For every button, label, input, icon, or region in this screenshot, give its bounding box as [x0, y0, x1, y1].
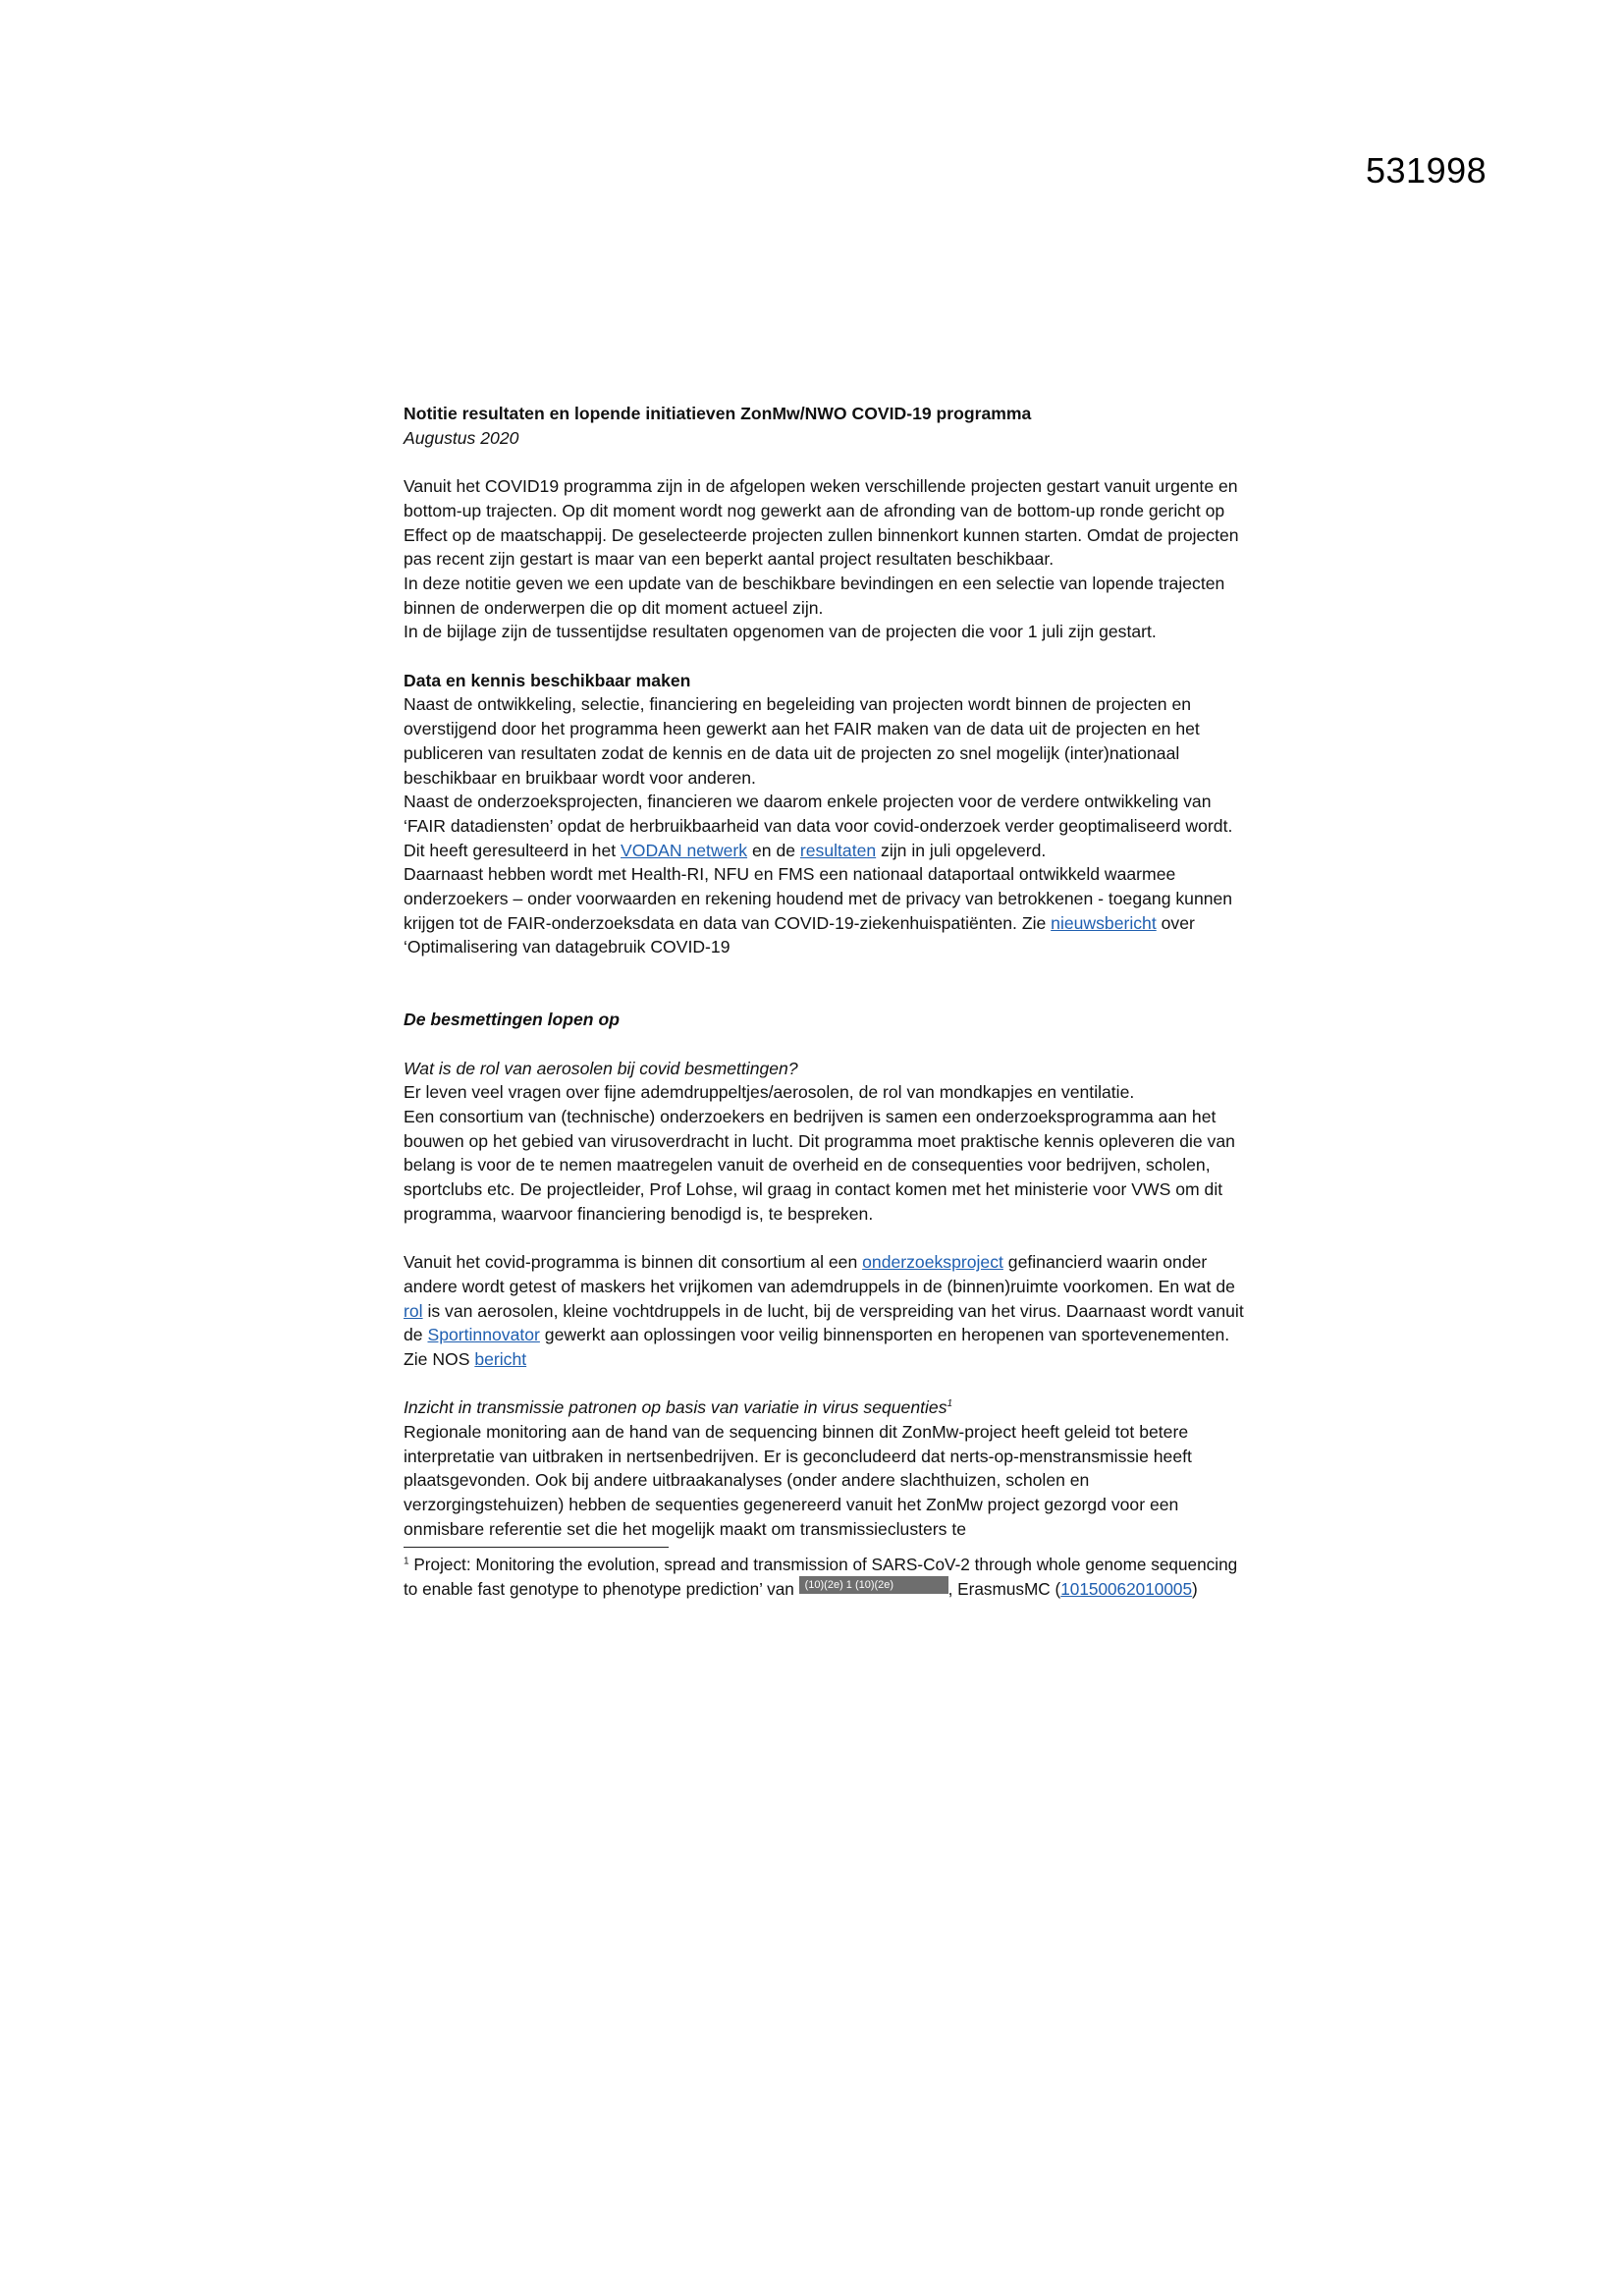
document-number: 531998: [1366, 150, 1488, 191]
redaction-box: (10)(2e) 1 (10)(2e): [799, 1576, 948, 1594]
aerosol-paragraph-3: Vanuit het covid-programma is binnen dit consortium al een onderzoeksproject gefinancierd waarin onder andere wordt getest of maskers het vrijkomen van ademdruppels in de (binnen)ruimte voorkomen. En wat de rol is van aerosolen, kleine vochtdruppels in de lucht, bij de verspreiding van het virus. Daarnaast wordt vanuit de Sportinnovator gewerkt aan oplossingen voor veilig binnensporten en heropenen van sportevenementen. Zie NOS bericht: [404, 1252, 1244, 1369]
aerosol-subheading: Wat is de rol van aerosolen bij covid besmettingen?: [404, 1058, 798, 1078]
onderzoeksproject-link[interactable]: onderzoeksproject: [862, 1252, 1003, 1273]
project-number-link[interactable]: 10150062010005: [1060, 1578, 1193, 1599]
rol-link[interactable]: rol: [404, 1300, 423, 1321]
footnote-reference: 1: [947, 1398, 953, 1410]
nieuwsbericht-link[interactable]: nieuwsbericht: [1051, 912, 1157, 933]
aerosol-paragraph-2: Een consortium van (technische) onderzoekers en bedrijven is samen een onderzoeksprogramma aan het bouwen op het gebied van virusoverdracht in lucht. Dit programma moet praktische kennis opleveren die van belang is voor de te nemen maatregelen vanuit de overheid en de consequenties voor bedrijven, scholen, sportclubs etc. De projectleider, Prof Lohse, wil graag in contact komen met het ministerie voor VWS om dit programma, waarvoor financiering benodigd is, te bespreken.: [404, 1106, 1235, 1224]
vodan-link[interactable]: VODAN netwerk: [621, 840, 748, 860]
sportinnovator-link[interactable]: Sportinnovator: [427, 1325, 540, 1345]
document-body: [404, 402, 1248, 1601]
section-heading-data: Data en kennis beschikbaar maken: [404, 670, 691, 690]
nos-bericht-link[interactable]: bericht: [474, 1348, 527, 1369]
intro-paragraph-1: Vanuit het COVID19 programma zijn in de afgelopen weken verschillende projecten gestart vanuit urgente en bottom-up trajecten. Op dit moment wordt nog gewerkt aan de afronding van de bottom-up ronde gericht op Effect op de maatschappij. De geselecteerde projecten zullen binnenkort kunnen starten. Omdat de projecten pas recent zijn gestart is maar van een beperkt aantal project resultaten beschikbaar.: [404, 476, 1239, 570]
data-paragraph-1: Naast de ontwikkeling, selectie, financiering en begeleiding van projecten wordt binnen de projecten en overstijgend door het programma heen gewerkt aan het FAIR maken van de data uit de projecten en het publiceren van resultaten zodat de kennis en de data uit de projecten zo snel mogelijk (inter)nationaal beschikbaar en bruikbaar wordt voor anderen.: [404, 694, 1200, 788]
document-title: Notitie resultaten en lopende initiatieven ZonMw/NWO COVID-19 programma: [404, 404, 1032, 423]
transmission-paragraph-1: Regionale monitoring aan de hand van de sequencing binnen dit ZonMw-project heeft geleid tot betere interpretatie van uitbraken in nertsenbedrijven. Er is geconcludeerd dat nerts-op-menstransmissie heeft plaatsgevonden. Ook bij andere uitbraakanalyses (onder andere slachthuizen, scholen en verzorgingstehuizen) hebben de sequenties gegenereerd vanuit het ZonMw project gezorgd voor een onmisbare referentie set die het mogelijk maakt om transmissieclusters te: [404, 1422, 1192, 1539]
footnote-divider: [404, 1547, 669, 1548]
section-heading-infections: De besmettingen lopen op: [404, 1010, 620, 1030]
intro-paragraph-2: In deze notitie geven we een update van de beschikbare bevindingen en een selectie van lopende trajecten binnen de onderwerpen die op dit moment actueel zijn.: [404, 573, 1225, 618]
footnote: $^1$ Project: Monitoring the evolution, spread and transmission of SARS-CoV-2 through whole genome sequencing to enable fast genotype to phenotype prediction’ van (10)(2e) 1 (10)(2e) , ErasmusMC (10150062010005): [404, 1554, 1238, 1599]
intro-paragraph-3: In de bijlage zijn de tussentijdse resultaten opgenomen van de projecten die voor 1 juli zijn gestart.: [404, 622, 1157, 642]
resultaten-link[interactable]: resultaten: [799, 840, 877, 860]
footnote-marker: 1: [404, 1555, 409, 1566]
data-paragraph-3: Daarnaast hebben wordt met Health-RI, NFU en FMS een nationaal dataportaal ontwikkeld waarmee onderzoekers – onder voorwaarden en rekening houdend met de privacy van betrokkenen - toegang kunnen krijgen tot de FAIR-onderzoeksdata en data van COVID-19-ziekenhuispatiënten. Zie nieuwsbericht over ‘Optimalisering van datagebruik COVID-19: [404, 864, 1233, 957]
aerosol-paragraph-1: Er leven veel vragen over fijne ademdruppeltjes/aerosolen, de rol van mondkapjes en ventilatie.: [404, 1082, 1135, 1103]
transmission-subheading: Inzicht in transmissie patronen op basis van variatie in virus sequenties$^1$: [404, 1397, 953, 1418]
data-paragraph-2: Naast de onderzoeksprojecten, financieren we daarom enkele projecten voor de verdere ontwikkeling van ‘FAIR datadiensten’ opdat de herbruikbaarheid van data voor covid-onderzoek verder geoptimaliseerd wordt. Dit heeft geresulteerd in het VODAN netwerk en de resultaten zijn in juli opgeleverd.: [404, 792, 1233, 860]
document-date: Augustus 2020: [404, 427, 519, 448]
